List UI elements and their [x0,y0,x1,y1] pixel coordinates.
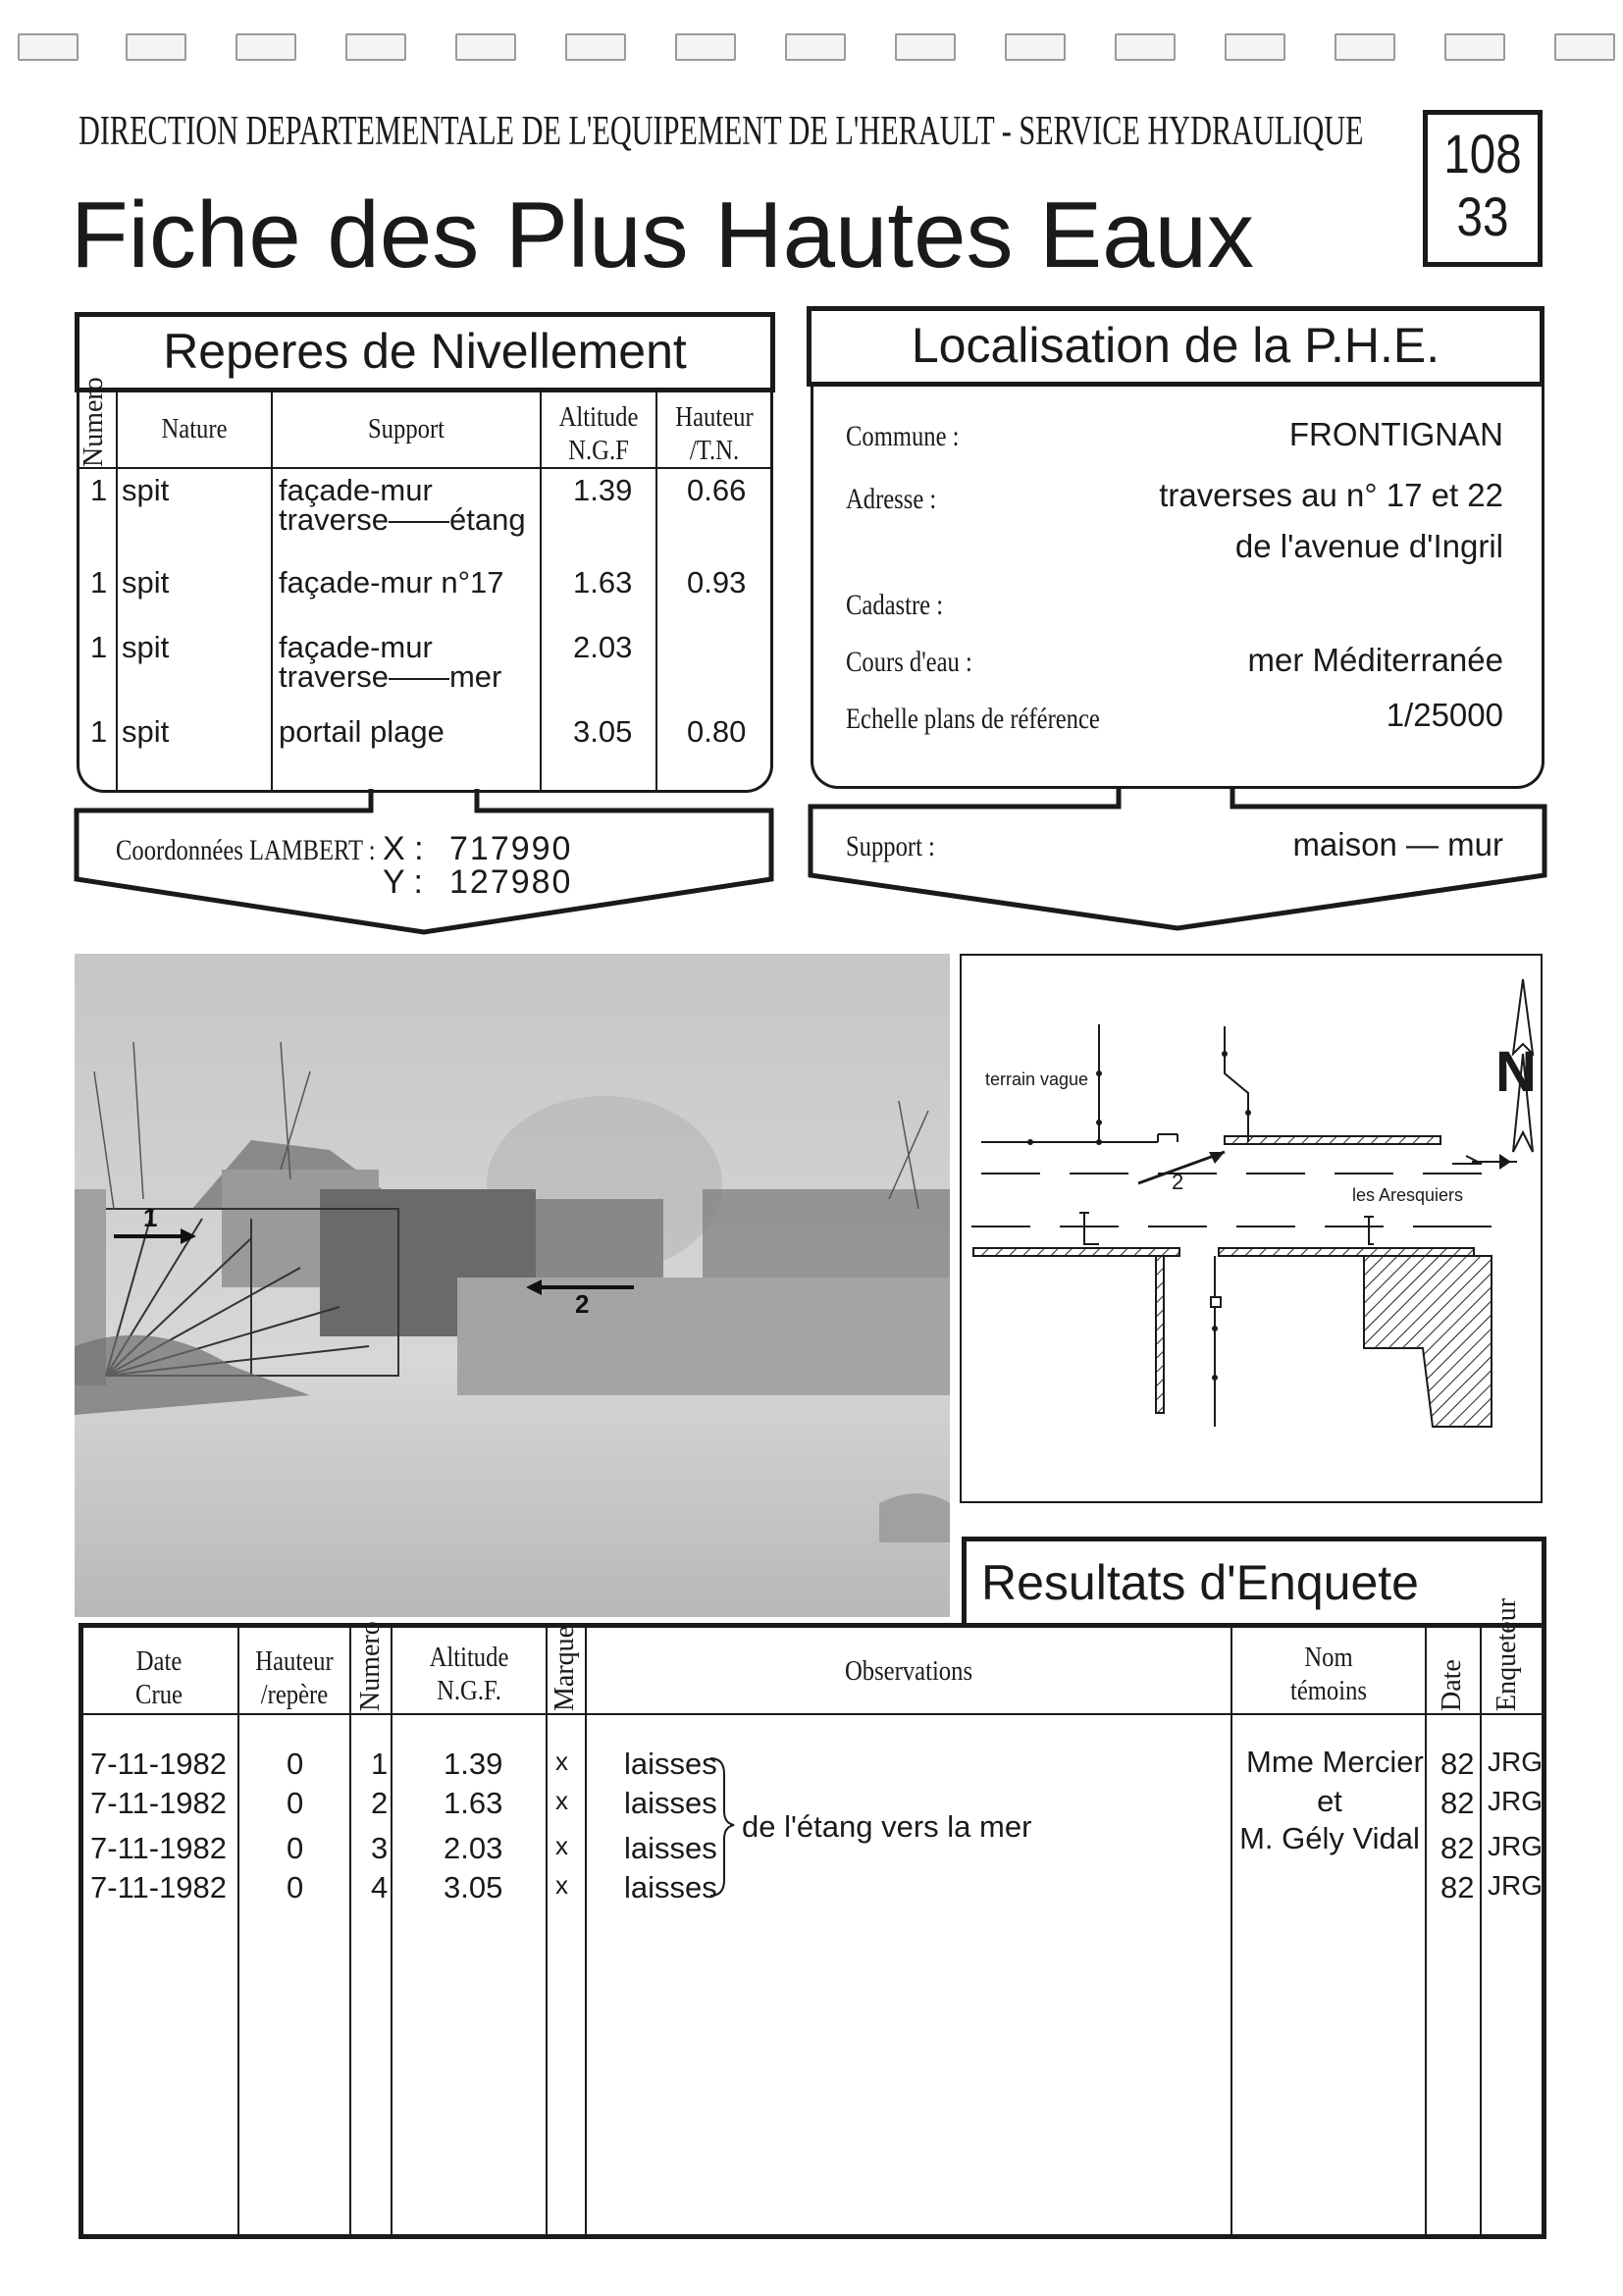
plan-terrain-label: terrain vague [985,1070,1089,1089]
plan-aresquiers-label: les Aresquiers [1352,1185,1464,1205]
commune-label: Commune : [846,420,960,452]
binding-hole [18,33,79,61]
resultats-table [79,1623,1546,2239]
row-observation: laisses [624,1747,717,1781]
row-marque: x [555,1870,568,1900]
binding-hole [785,33,846,61]
row-enqueteur: JRG [1488,1747,1543,1777]
row-altitude: 3.05 [573,714,633,749]
row-date: 7-11-1982 [90,1747,228,1781]
row-support-2: traverse——étang [279,502,526,537]
adresse-label: Adresse : [846,483,937,515]
sheet-id-top: 108 [1443,123,1522,184]
col-support-header: Support [367,413,445,444]
row-hauteur: 0 [287,1747,304,1781]
row-nature: spit [122,565,170,600]
row-hauteur: 0.80 [687,714,747,749]
row-nature: spit [122,630,170,664]
row-date: 7-11-1982 [90,1786,228,1820]
observation-brace [707,1754,736,1902]
row-altitude: 1.39 [444,1747,503,1781]
temoin-conjunction: et [1317,1784,1342,1818]
commune-value: FRONTIGNAN [1288,416,1503,452]
row-numero: 1 [90,565,108,600]
binding-hole [345,33,406,61]
photo-mark-2: 2 [575,1289,590,1319]
row-enqueteur: JRG [1488,1831,1543,1861]
localisation-title: Localisation de la P.H.E. [807,306,1544,387]
row-numero: 1 [90,473,108,507]
binding-hole [455,33,516,61]
row-enqueteur: JRG [1488,1870,1543,1901]
col-numero-header: Numero [79,377,109,467]
row-hauteur: 0 [287,1831,304,1865]
row-support: portail plage [279,714,445,749]
row-support-2: traverse——mer [279,659,502,694]
plan-marker-label: 2 [1172,1170,1184,1194]
binding-hole [1005,33,1066,61]
row-annee: 82 [1440,1786,1475,1820]
row-annee: 82 [1440,1831,1475,1865]
temoin-name-1: Mme Mercier [1246,1745,1424,1779]
binding-hole [1225,33,1285,61]
organisation-header: DIRECTION DEPARTEMENTALE DE L'EQUIPEMENT DE L'HERAULT - SERVICE HYDRAULIQUE [79,109,1364,154]
row-support: façade-mur n°17 [279,565,504,600]
cours-eau-value: mer Méditerranée [1247,642,1503,678]
row-numero: 1 [90,630,108,664]
binding-hole [126,33,186,61]
reperes-title: Reperes de Nivellement [75,312,775,392]
binding-hole [1444,33,1505,61]
y-label: Y : [383,863,423,901]
coords-label: Coordonnées LAMBERT : [116,834,376,866]
col-date-crue-header: Date Crue [135,1645,183,1710]
adresse-value: traverses au n° 17 et 22 [1159,477,1503,513]
row-support: façade-mur [279,473,433,507]
echelle-label: Echelle plans de référence [846,703,1100,735]
row-numero: 1 [371,1747,389,1781]
row-hauteur: 0.93 [687,565,747,600]
row-hauteur: 0 [287,1786,304,1820]
row-altitude: 1.63 [573,565,633,600]
row-numero: 1 [90,714,108,749]
resultats-title: Resultats d'Enquete [981,1555,1419,1610]
col-temoins-header: Nom témoins [1289,1642,1368,1706]
row-altitude: 2.03 [573,630,633,664]
cours-eau-label: Cours d'eau : [846,646,972,678]
row-nature: spit [122,473,170,507]
photo-mark-1: 1 [143,1203,158,1232]
col-hauteur-repere-header: Hauteur /repère [255,1645,334,1710]
col-enqueteur-header: Enqueteur [1492,1597,1522,1711]
site-plan [962,956,1541,1501]
row-altitude: 1.39 [573,473,633,507]
sheet-id-bottom: 33 [1456,185,1509,247]
support-value: maison — mur [1292,826,1503,862]
binding-holes [0,33,1623,63]
row-observation: laisses [624,1786,717,1820]
row-observation: laisses [624,1831,717,1865]
binding-hole [675,33,736,61]
row-date: 7-11-1982 [90,1831,228,1865]
x-label: X : [383,830,424,867]
binding-hole [895,33,956,61]
row-support: façade-mur [279,630,433,664]
row-marque: x [555,1786,568,1815]
north-arrow-label: N [1495,1040,1537,1104]
adresse-value-2: de l'avenue d'Ingril [1234,528,1503,564]
sheet-id-box [1423,110,1543,267]
col-nature-header: Nature [161,413,228,444]
temoin-name-2: M. Gély Vidal [1239,1821,1420,1855]
row-nature: spit [122,714,170,749]
page-title: Fiche des Plus Hautes Eaux [71,183,1254,287]
col-numero-header: Numero [355,1621,386,1711]
binding-hole [236,33,296,61]
col-marque-header: Marque [550,1625,580,1711]
col-date-header: Date [1437,1659,1467,1711]
binding-hole [1335,33,1395,61]
y-value: 127980 [449,863,573,901]
row-annee: 82 [1440,1747,1475,1781]
site-photo [75,954,950,1617]
row-enqueteur: JRG [1488,1786,1543,1816]
row-marque: x [555,1831,568,1860]
row-numero: 4 [371,1870,389,1905]
x-value: 717990 [449,830,573,867]
col-observations-header: Observations [844,1655,973,1687]
binding-hole [565,33,626,61]
row-altitude: 2.03 [444,1831,503,1865]
row-hauteur: 0 [287,1870,304,1905]
col-hauteur-header: Hauteur /T.N. [675,401,754,466]
row-altitude: 1.63 [444,1786,503,1820]
binding-hole [1115,33,1176,61]
row-numero: 3 [371,1831,389,1865]
row-observation: laisses [624,1870,717,1905]
row-date: 7-11-1982 [90,1870,228,1905]
row-numero: 2 [371,1786,389,1820]
support-label: Support : [846,830,935,862]
row-annee: 82 [1440,1870,1475,1905]
observation-group: de l'étang vers la mer [742,1809,1032,1844]
binding-hole [1554,33,1615,61]
col-altitude-header: Altitude N.G.F [558,401,639,466]
row-altitude: 3.05 [444,1870,503,1905]
cadastre-label: Cadastre : [846,589,944,621]
row-hauteur: 0.66 [687,473,747,507]
echelle-value: 1/25000 [1386,697,1503,733]
col-altitude-header: Altitude N.G.F. [429,1642,509,1706]
row-marque: x [555,1747,568,1776]
